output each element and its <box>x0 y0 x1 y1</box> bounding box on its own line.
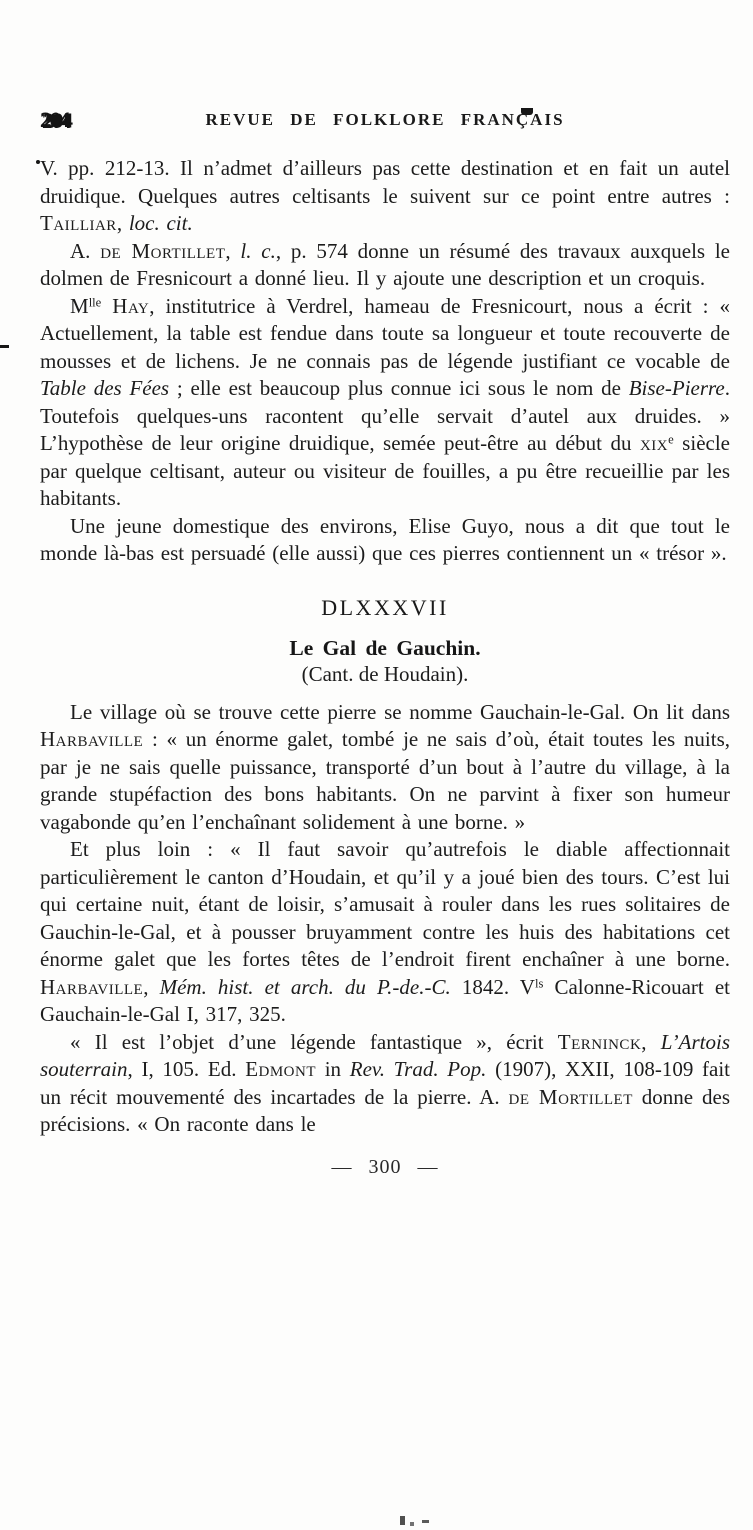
running-head <box>40 108 730 138</box>
text-run: , <box>225 238 241 263</box>
text-run: ; elle est beaucoup plus connue ici sous le nom de <box>169 376 629 400</box>
text-run: ls <box>534 976 544 991</box>
entry-dlxxxvi-text <box>40 155 730 568</box>
text-run: l. c. <box>240 238 276 263</box>
text-run: , <box>143 974 160 999</box>
text-run: 1842. V <box>450 974 535 999</box>
scanned-book-page <box>0 108 753 1530</box>
body-paragraph-6 <box>40 836 730 1029</box>
text-run: , I, 105. Ed. <box>127 1057 246 1081</box>
scan-speck-icon <box>410 1522 414 1526</box>
text-run: , institutrice à Verdrel, hameau de Fresnicourt, nous a écrit : « Actuellement, la table est fendue dans toute sa longueur et toute recouverte de mousses et de lichens. Je ne connais pas de légende justifiant ce vocable de <box>40 293 731 373</box>
scan-speck-icon <box>422 1520 429 1523</box>
section-number-heading: DLXXXVII <box>321 594 449 620</box>
text-run: in <box>316 1057 350 1081</box>
header-page-number: 204 <box>40 108 69 132</box>
text-run: A. <box>70 238 101 263</box>
scan-edge-mark-icon <box>0 345 9 348</box>
text-run: Tailliar <box>40 211 117 235</box>
text-run: e <box>668 432 674 447</box>
text-run: L’Artois souterrain <box>40 1029 730 1081</box>
text-block <box>40 155 730 1179</box>
text-run: (1907), XXII, 108-109 fait un récit mouvementé des incartades de la pierre. A. <box>40 1057 731 1109</box>
text-run: Table des Fées <box>40 376 170 400</box>
text-run: de Mortillet <box>100 238 226 263</box>
text-run: Terninck <box>557 1029 642 1054</box>
text-run: « Il est l’objet d’une légende fantastique », écrit <box>70 1029 558 1054</box>
body-paragraph-1 <box>40 155 730 238</box>
text-run: , p. 574 donne un résumé des travaux auxquels le dolmen de Fresnicourt a donné lieu. Il y ajoute une description et un croquis. <box>40 238 731 290</box>
body-paragraph-5 <box>40 699 730 837</box>
text-run: lle <box>88 295 102 310</box>
footer-page-number: — 300 — <box>331 1155 439 1178</box>
text-run: Et plus loin : « Il faut savoir qu’autrefois le diable affectionnait particulièrement le canton d’Houdain, et qu’il y a joué bien des tours. C’est lui qui certaine nuit, étant de loisir, s’amusait à rouler dans les rues solitaires de Gauchin-le-Gal, et à pousser bruyamment contre les huis des habitations cet énorme galet que les fortes têtes de l’endroit firent enchaîner à une borne. <box>40 837 730 971</box>
text-run: Hay <box>112 293 150 318</box>
text-run <box>101 294 112 318</box>
scan-speck-icon <box>36 160 40 164</box>
text-run: Harbaville <box>40 727 144 751</box>
text-run: Calonne-Ricouart et Gauchain-le-Gal I, 317, 325. <box>40 974 730 1026</box>
text-run: , <box>116 211 129 235</box>
body-paragraph-7 <box>40 1029 730 1139</box>
text-run: V. pp. 212-13. Il n’admet d’ailleurs pas cette destination et en fait un autel druidique. Quelques autres celtisants le suivent sur ce point entre autres : <box>40 156 730 208</box>
text-run: Le village où se trouve cette pierre se nomme Gauchain-le-Gal. On lit dans <box>70 699 730 724</box>
entry-dlxxxvii-text <box>40 699 730 1139</box>
text-run: siècle par quelque celtisant, auteur ou visiteur de fouilles, a pu être recueillie par les habitants. <box>40 431 730 510</box>
text-run: M <box>70 293 89 318</box>
text-run: loc. cit. <box>128 211 193 235</box>
body-paragraph-4 <box>40 513 730 568</box>
text-run: de Mortillet <box>508 1084 633 1109</box>
scan-speck-icon <box>400 1516 405 1525</box>
body-paragraph-3 <box>40 293 730 513</box>
text-run: donne des précisions. « On raconte dans le <box>40 1084 730 1136</box>
text-run: Edmont <box>245 1057 317 1081</box>
text-run: Harbaville <box>40 974 144 999</box>
text-run: . Toutefois quelques-uns racontent qu’elle servait d’autel aux druides. » L’hypothèse de leur origine druidique, semée peut-être au début du <box>40 376 730 455</box>
body-paragraph-2 <box>40 238 730 293</box>
running-title: REVUE DE FOLKLORE FRANÇAIS <box>205 110 565 129</box>
text-run: , <box>641 1029 661 1054</box>
section-subtitle: (Cant. de Houdain). <box>301 661 469 686</box>
text-run: xix <box>639 431 669 455</box>
text-run: : « un énorme galet, tombé je ne sais d’où, était toutes les nuits, par je ne sais quelle puissance, transporté d’un bout à l’autre du village, à la grande stupéfaction des bons habitants. On ne parvint à fixer son humeur vagabonde qu’en l’enchaînant solidement à une borne. » <box>40 727 730 834</box>
text-run: Rev. Trad. Pop. <box>349 1057 487 1081</box>
text-run: Mém. hist. et arch. du P.-de.-C. <box>159 974 451 999</box>
text-run: Bise-Pierre <box>628 376 725 400</box>
text-run: Une jeune domestique des environs, Elise Guyo, nous a dit que tout le monde là-bas est persuadé (elle aussi) que ces pierres contiennent un « trésor ». <box>40 513 730 565</box>
section-title: Le Gal de Gauchin. <box>289 635 481 660</box>
